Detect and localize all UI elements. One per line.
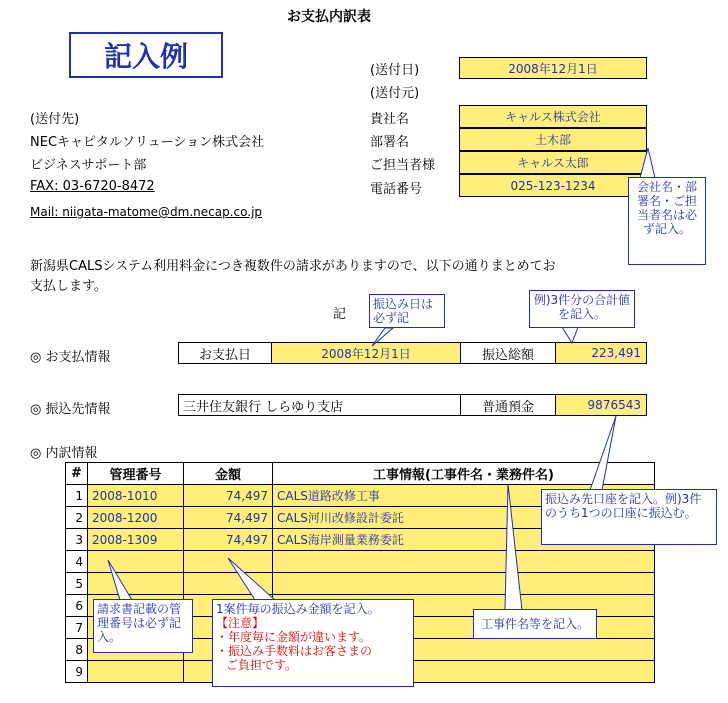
amount-note-caution: 【注意】 <box>216 616 265 630</box>
date-note-pointer <box>372 328 393 346</box>
account-type: 普通預金 <box>460 394 556 416</box>
phone-value: 025-123-1234 <box>459 174 647 197</box>
department-label: 部署名 <box>370 135 410 150</box>
contact-value: キャルス太郎 <box>459 151 647 174</box>
account-note-pointer <box>590 416 616 490</box>
ki-label: 記 <box>333 307 347 322</box>
row-id: 2008-1010 <box>88 485 184 507</box>
company-value: キャルス株式会社 <box>459 105 647 128</box>
recipient-department: ビジネスサポート部 <box>30 158 147 173</box>
company-note-pointer <box>640 148 655 178</box>
row-number: 2 <box>66 507 88 529</box>
col-amount: 金額 <box>184 463 273 485</box>
recipient-mail[interactable]: Mail: niigata-matome@dm.necap.co.jp <box>30 205 263 219</box>
account-note: 振込み先口座を記入。例)3件のうち1つの口座に振込む。 <box>541 489 717 545</box>
info-note: 工事件名等を記入。 <box>473 609 597 639</box>
recipient-company: NECキャピタルソリューション株式会社 <box>30 135 265 150</box>
breakdown-section-label: ◎ 内訳情報 <box>30 446 98 461</box>
date-note: 振込み日は必ず記 <box>369 294 445 328</box>
row-number: 4 <box>66 551 88 573</box>
intro-line-1: 新潟県CALSシステム利用料金につき複数件の請求がありますので、以下の通りまとめてお <box>30 259 556 274</box>
col-no: # <box>66 463 88 485</box>
department-value: 土木部 <box>459 128 647 151</box>
send-date-label: (送付日) <box>370 63 420 78</box>
amount-note-line-1: ・年度毎に金額が違います。 <box>216 630 372 644</box>
amount-note-line-3: ご負担です。 <box>226 658 298 672</box>
send-date-value: 2008年12月1日 <box>459 57 647 79</box>
bank-value: 三井住友銀行 しらゆり支店 <box>178 394 461 416</box>
row-amount: 74,497 <box>184 485 273 507</box>
row-number: 7 <box>66 617 88 639</box>
total-note: 例)3件分の合計値を記入。 <box>529 290 635 328</box>
row-id: 2008-1200 <box>88 507 184 529</box>
amount-note-main: 1案件毎の振込み金額を記入。 <box>216 602 380 616</box>
recipient-label: (送付先) <box>30 112 80 127</box>
id-note: 請求書記載の管理番号は必ず記入。 <box>93 599 193 653</box>
amount-note <box>212 599 414 687</box>
row-info: CALS河川改修設計委託 <box>273 507 655 529</box>
row-number: 1 <box>66 485 88 507</box>
payment-date-label: お支払日 <box>178 342 272 364</box>
recipient-fax[interactable]: FAX: 03-6720-8472 <box>30 179 155 194</box>
sender-origin-label: (送付元) <box>370 86 420 101</box>
col-info: 工事情報(工事件名・業務件名) <box>273 463 655 485</box>
row-number: 8 <box>66 639 88 661</box>
sample-label: 記入例 <box>69 32 223 78</box>
payment-section-label: ◎ お支払情報 <box>30 350 111 365</box>
row-amount: 74,497 <box>184 507 273 529</box>
intro-line-2: 支払します。 <box>30 279 107 294</box>
payment-date-value: 2008年12月1日 <box>271 342 461 364</box>
phone-label: 電話番号 <box>370 182 423 197</box>
page-title: お支払内訳表 <box>287 9 371 25</box>
amount-note-pointer <box>228 558 275 600</box>
info-note-pointer <box>505 484 522 610</box>
id-note-pointer <box>108 560 132 600</box>
payment-total-value: 223,491 <box>555 342 647 364</box>
transfer-section-label: ◎ 振込先情報 <box>30 402 111 417</box>
amount-note-line-2: ・振込み手数料はお客さまの <box>216 644 373 658</box>
company-note: 会社名・部署名・ご担当者名は必ず記入。 <box>628 177 706 265</box>
row-number: 6 <box>66 595 88 617</box>
payment-total-label: 振込総額 <box>460 342 556 364</box>
company-label: 貴社名 <box>370 112 410 127</box>
col-id: 管理番号 <box>88 463 184 485</box>
row-info: CALS道路改修工事 <box>273 485 655 507</box>
row-number: 3 <box>66 529 88 551</box>
row-id: 2008-1309 <box>88 529 184 551</box>
row-number: 9 <box>66 661 88 683</box>
row-info: CALS海岸測量業務委託 <box>273 529 655 551</box>
total-note-pointer <box>562 327 578 343</box>
row-amount: 74,497 <box>184 529 273 551</box>
row-number: 5 <box>66 573 88 595</box>
account-number: 9876543 <box>555 394 647 416</box>
contact-label: ご担当者様 <box>370 158 436 173</box>
